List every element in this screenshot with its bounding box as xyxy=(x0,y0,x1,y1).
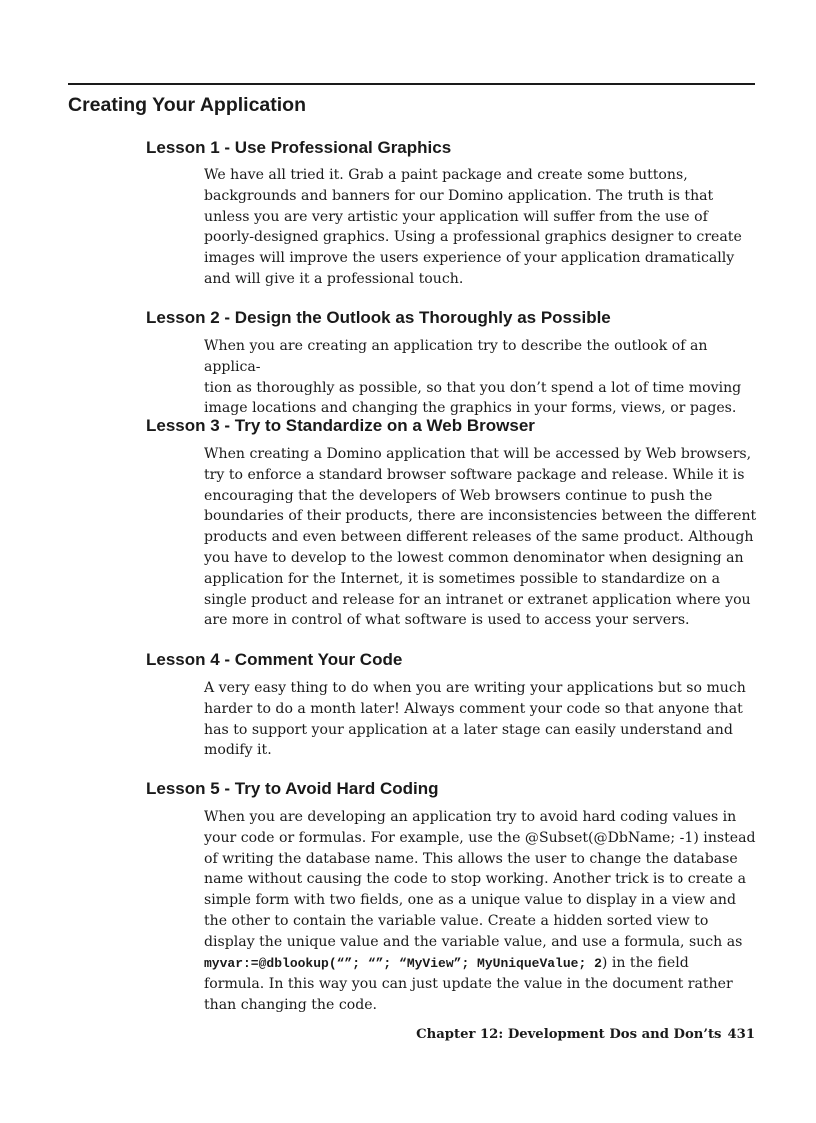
dblookup-code-snippet: myvar:=@dblookup(“”; “”; “MyView”; MyUniqueValue; 2 xyxy=(204,955,602,971)
lesson-2-body: When you are creating an application try to describe the outlook of an applica- tion as thoroughly as possible, so that you don’t spend a lot of time moving image locations and changing the graphics in your forms, views, or pages. xyxy=(204,338,742,417)
lesson-3-title: Lesson 3 - Try to Standardize on a Web Browser xyxy=(146,416,535,435)
page-number: 431 xyxy=(727,1027,755,1042)
section-heading: Creating Your Application xyxy=(68,94,306,116)
lesson-4-body: A very easy thing to do when you are writing your applications but so much harder to do a month later! Always comment your code so that anyone that has to support your application at a later stage can easily understand and modify it. xyxy=(204,680,746,759)
footer-chapter-label: Chapter 12: Development Dos and Don’ts xyxy=(416,1027,722,1042)
lesson-1-body: We have all tried it. Grab a paint package and create some buttons, backgrounds and banners for our Domino application. The truth is that unless you are very artistic your application will suffer from the use of poorly-designed graphics. Using a professional graphics designer to create images will improve the users experience of your application dramatically and will give it a professional touch. xyxy=(204,167,742,287)
lesson-5-body xyxy=(204,807,764,1016)
lesson-4-title: Lesson 4 - Comment Your Code xyxy=(146,650,403,669)
lesson-5-text-after-code: ) in the field formula. In this way you can just update the value in the document rather than changing the code. xyxy=(204,954,733,1014)
lesson-5-text-before-code: When you are developing an application try to avoid hard coding values in your code or formulas. For example, use the @Subset(@DbName; -1) instead of writing the database name. This allows the user to change the database name without causing the code to stop working. Another trick is to create a simple form with two fields, one as a unique value to display in a view and the other to contain the variable value. Create a hidden sorted view to display the unique value and the variable value, and use a formula, such as xyxy=(204,809,756,950)
lesson-2-title: Lesson 2 - Design the Outlook as Thoroughly as Possible xyxy=(146,308,611,327)
lesson-5-title: Lesson 5 - Try to Avoid Hard Coding xyxy=(146,779,439,798)
lesson-3-body: When creating a Domino application that will be accessed by Web browsers, try to enforce a standard browser software package and release. While it is encouraging that the developers of Web browsers continue to push the boundaries of their products, there are inconsistencies between the different products and even between different releases of the same product. Although you have to develop to the lowest common denominator when designing an application for the Internet, it is sometimes possible to standardize on a single product and release for an intranet or extranet application where you are more in control of what software is used to access your servers. xyxy=(204,446,757,629)
header-rule xyxy=(68,83,755,85)
page-footer xyxy=(416,1026,755,1044)
lesson-1-title: Lesson 1 - Use Professional Graphics xyxy=(146,138,452,157)
